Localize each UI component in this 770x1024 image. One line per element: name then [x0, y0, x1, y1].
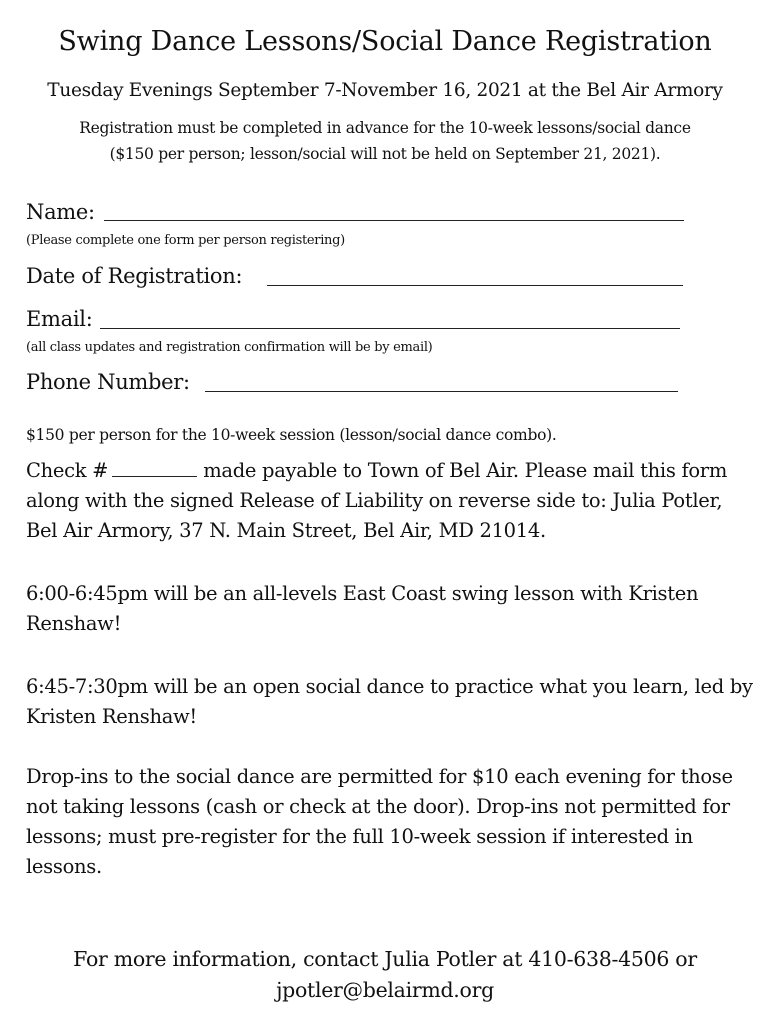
event-dates-subtitle: Tuesday Evenings September 7-November 16, 2021 at the Bel Air Armory — [47, 80, 723, 101]
lesson-paragraph: 6:00-6:45pm will be an all-levels East Coast swing lesson with Kristen Renshaw! — [26, 582, 699, 635]
registration-note-line-2: ($150 per person; lesson/social will not be held on September 21, 2021). — [109, 145, 661, 163]
social-dance-paragraph: 6:45-7:30pm will be an open social dance to practice what you learn, led by Kristen Renshaw! — [26, 675, 753, 728]
name-field-line[interactable] — [104, 220, 684, 221]
contact-email[interactable]: jpotler@belairmd.org — [276, 978, 494, 1002]
date-of-registration-field-line[interactable] — [267, 285, 683, 286]
check-prefix: Check # — [26, 459, 109, 482]
name-hint: (Please complete one form per person registering) — [26, 233, 345, 248]
check-instructions: made payable to Town of Bel Air. Please mail this form along with the signed Release of Liability on reverse side to: Julia Potler, Bel Air Armory, 37 N. Main Street, Bel Air, MD 21014. — [26, 459, 728, 542]
date-of-registration-label: Date of Registration: — [26, 264, 243, 288]
check-number-field-line[interactable] — [112, 475, 197, 477]
price-line: $150 per person for the 10-week session (lesson/social dance combo). — [26, 426, 557, 444]
phone-number-label: Phone Number: — [26, 370, 190, 394]
page-title: Swing Dance Lessons/Social Dance Registration — [58, 26, 712, 57]
email-label: Email: — [26, 307, 93, 331]
email-hint: (all class updates and registration confirmation will be by email) — [26, 340, 433, 355]
contact-line-1: For more information, contact Julia Potler at 410-638-4506 or — [73, 947, 697, 971]
phone-number-field-line[interactable] — [205, 391, 678, 392]
registration-note-line-1: Registration must be completed in advance for the 10-week lessons/social dance — [79, 119, 691, 137]
check-payment-paragraph — [26, 456, 756, 546]
name-label: Name: — [26, 200, 95, 224]
email-field-line[interactable] — [100, 328, 680, 329]
drop-ins-paragraph: Drop-ins to the social dance are permitted for $10 each evening for those not taking lessons (cash or check at the door). Drop-ins not permitted for lessons; must pre-register for the full 10-week session if interested in lessons. — [26, 765, 733, 878]
